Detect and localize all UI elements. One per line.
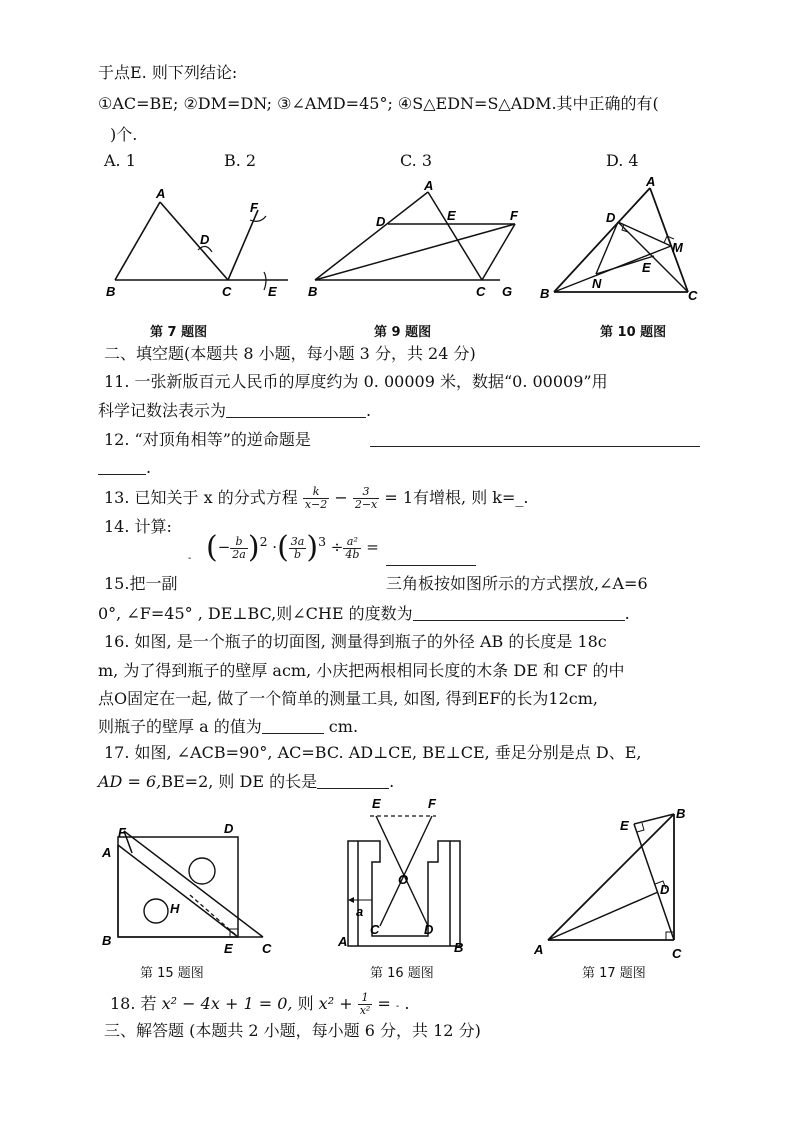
fig9-caption: 第 9 题图 — [374, 325, 432, 340]
q14-t2-den: b — [294, 547, 302, 561]
fig7-label-f: F — [250, 200, 258, 215]
q16-answer-blank[interactable] — [262, 717, 324, 734]
fig17-hyp-ab — [548, 814, 674, 940]
q17-line-2 — [98, 771, 394, 793]
option-d: D. 4 — [606, 151, 639, 170]
fig9-label-a: A — [424, 180, 434, 193]
q18-post: . — [399, 994, 410, 1013]
q13-post: 有增根, 则 k=_. — [413, 488, 529, 507]
fig17-label-c: C — [672, 946, 682, 961]
option-a: A. 1 — [104, 151, 136, 170]
fig17-right-angle-e — [637, 823, 644, 832]
figure-16 — [336, 796, 476, 958]
fig9-label-e: E — [447, 208, 456, 223]
q13-f2-den: 2−x — [354, 498, 378, 511]
fig17-label-b: B — [676, 806, 686, 821]
q12-answer-blank-2[interactable] — [98, 458, 146, 475]
fig16-label-b: B — [454, 940, 464, 955]
fig9-side-ab — [315, 192, 428, 280]
fig17-line-ad — [548, 892, 658, 940]
fig10-label-d: D — [606, 210, 616, 225]
fig16-label-c: C — [370, 922, 380, 937]
fig17-label-d: D — [660, 882, 670, 897]
q16-line-1: 16. 如图, 是一个瓶子的切面图, 测量得到瓶子的外径 AB 的长度是 18c — [104, 632, 607, 651]
q18-fraction — [358, 992, 373, 1017]
q15-line-1a: 15.把一副 — [104, 574, 178, 593]
intro-line-3: )个. — [110, 125, 138, 144]
fig7-arc-e — [264, 272, 266, 290]
q16-text: 则瓶子的壁厚 a 的值为 — [98, 717, 262, 736]
q13-f2-num: 3 — [353, 486, 379, 499]
q13-line — [104, 484, 528, 512]
q15-text: 0°, ∠F=45° , DE⊥BC,则∠CHE 的度数为 — [98, 604, 413, 623]
fig9-label-g: G — [502, 284, 513, 299]
fig15-square-panel — [118, 837, 238, 937]
fig15-label-a: A — [102, 845, 112, 860]
fig10-label-b: B — [540, 286, 550, 301]
q15-answer-blank[interactable] — [413, 604, 625, 621]
q12-text: 12. “对顶角相等”的逆命题是 — [104, 430, 311, 449]
q13-eq: = 1 — [384, 488, 414, 507]
fig16-label-a: A — [338, 934, 348, 949]
fig15-label-d: D — [224, 821, 234, 836]
q18-mid: 则 — [297, 994, 314, 1013]
q11-text: 科学记数法表示为 — [98, 401, 227, 420]
fig9-label-f: F — [510, 208, 518, 223]
fig10-caption: 第 10 题图 — [600, 325, 667, 340]
q18-eq2b: = — [377, 994, 391, 1013]
fig7-label-d: D — [200, 232, 210, 247]
fig10-label-m: M — [672, 240, 683, 255]
q16-line-4 — [98, 716, 358, 738]
section-2-heading: 二、填空题(本题共 8 小题，每小题 3 分，共 24 分) — [104, 344, 476, 363]
q18-dash: - — [395, 1001, 400, 1012]
q13-fraction-2 — [353, 486, 379, 511]
fig16-stick-ed — [376, 816, 428, 926]
fig15-hole-top — [189, 858, 215, 884]
fig7-label-e: E — [268, 284, 277, 299]
fig9-label-d: D — [376, 214, 386, 229]
q17-text: BE=2, 则 DE 的长是 — [161, 772, 318, 791]
figure-10 — [536, 174, 711, 304]
q14-t1-num: b — [230, 536, 248, 549]
fig7-caption: 第 7 题图 — [150, 325, 208, 340]
q11-line-2 — [98, 400, 371, 422]
q18-f-den: x² — [359, 1004, 371, 1017]
q11-period: . — [366, 401, 372, 420]
q18-f-num: 1 — [358, 992, 373, 1005]
fig16-caption: 第 16 题图 — [370, 966, 434, 981]
fig7-arc-f — [250, 216, 266, 221]
fig9-label-c: C — [476, 284, 486, 299]
fig16-label-d: D — [424, 922, 434, 937]
fig7-side-ac — [160, 202, 228, 280]
q18-pre: 18. 若 — [110, 994, 157, 1013]
q13-minus: − — [334, 488, 348, 507]
q14-dash: - — [188, 553, 192, 564]
q14-answer-blank[interactable] — [386, 549, 476, 566]
fig16-label-wall-a: a — [356, 904, 364, 919]
intro-line-2: ①AC=BE; ②DM=DN; ③∠AMD=45°; ④S△EDN=S△ADM.其中正确的有( — [98, 94, 659, 113]
fig17-caption: 第 17 题图 — [582, 966, 646, 981]
figure-17 — [534, 804, 704, 964]
section-3-heading: 三、解答题 (本题共 2 小题，每小题 6 分，共 12 分) — [104, 1021, 481, 1040]
fig16-label-f: F — [428, 796, 436, 811]
fig16-label-e: E — [372, 796, 381, 811]
fig16-bottle-outer — [348, 841, 460, 946]
q18-line — [110, 990, 409, 1021]
fig10-label-a: A — [646, 174, 656, 189]
q17-line-1: 17. 如图, ∠ACB=90°, AC=BC. AD⊥CE, BE⊥CE, 垂足分别是点 D、E, — [104, 743, 642, 762]
figure-15 — [98, 815, 278, 960]
figure-9 — [300, 180, 530, 305]
fig10-label-e: E — [642, 260, 651, 275]
q17-period: . — [389, 772, 395, 791]
fig15-hole-bottom — [144, 899, 168, 923]
q16-line-2: m, 为了得到瓶子的壁厚 acm, 小庆把两根相同长度的木条 DE 和 CF 的中 — [98, 661, 625, 680]
fig10-label-n: N — [592, 276, 602, 291]
fig16-label-o: O — [398, 872, 409, 887]
q14-expression-text — [206, 520, 207, 542]
fig10-line-dn — [596, 222, 618, 274]
q13-f1-den: x−2 — [304, 498, 328, 511]
q14-expression: (− $\frac{b}{2a}$ )$^2$ ·( $\frac{3a}{b}$ )$^3$ ÷ $\frac{\text{a²}}{4b}$ = — [206, 530, 379, 565]
fig7-label-c: C — [222, 284, 232, 299]
q11-line-1: 11. 一张新版百元人民币的厚度约为 0. 00009 米，数据“0. 00009”用 — [104, 372, 608, 391]
q14-pre: 14. 计算: — [104, 517, 172, 536]
q13-fraction-1 — [303, 486, 329, 511]
q14-t3-den: 4b — [345, 547, 360, 561]
q15-line-2 — [98, 603, 630, 625]
q15-line-1b: 三角板按如图所示的方式摆放,∠A=6 — [386, 574, 648, 593]
fig9-line-bf — [315, 224, 515, 280]
option-b: B. 2 — [224, 151, 257, 170]
fig10-label-c: C — [688, 288, 698, 303]
fig15-label-e: E — [224, 941, 233, 956]
fig16-arrow-left — [348, 897, 354, 903]
q13-f1-num: k — [303, 486, 329, 499]
fig15-caption: 第 15 题图 — [140, 966, 204, 981]
figure-7 — [100, 180, 300, 305]
fig15-label-b: B — [102, 933, 112, 948]
fig17-label-e: E — [620, 818, 629, 833]
q14-term-2 — [289, 536, 307, 561]
q12-line-2 — [98, 457, 151, 479]
q13-pre: 13. 已知关于 x 的分式方程 — [104, 488, 298, 507]
q18-eq1: x² − 4x + 1 = 0, — [161, 994, 293, 1013]
q18-eq2a: x² + — [318, 994, 353, 1013]
fig15-label-c: C — [262, 941, 272, 956]
q17-ad-eq: AD = 6, — [98, 772, 162, 791]
q16-line-3: 点O固定在一起, 做了一个简单的测量工具, 如图, 得到EF的长为12cm, — [98, 689, 598, 708]
fig15-label-h: H — [170, 901, 180, 916]
fig7-label-b: B — [106, 284, 116, 299]
fig17-label-a: A — [534, 942, 544, 957]
q14-t2-num: 3a — [290, 534, 305, 548]
fig15-triangle-hyp — [118, 845, 238, 937]
q16-unit: cm. — [323, 717, 359, 736]
q15-period: . — [624, 604, 630, 623]
q14-term-1 — [230, 536, 248, 561]
intro-line-1: 于点E. 则下列结论: — [98, 63, 238, 82]
q17-answer-blank[interactable] — [317, 772, 389, 789]
fig7-label-a: A — [156, 186, 166, 201]
option-c: C. 3 — [400, 151, 433, 170]
fig9-label-b: B — [308, 284, 318, 299]
fig15-line-fc — [124, 831, 263, 937]
fig15-label-f: F — [118, 825, 126, 840]
q12-line-1 — [104, 429, 311, 451]
q14-term-3 — [343, 536, 361, 561]
fig7-side-ab — [115, 202, 160, 280]
q12-period: . — [146, 458, 152, 477]
q11-answer-blank[interactable] — [226, 401, 366, 418]
q14-t1-den: 2a — [232, 547, 246, 561]
q14-t3-num: a² — [343, 536, 361, 549]
fig16-stick-fc — [380, 816, 432, 926]
q12-answer-blank-1[interactable] — [370, 430, 700, 447]
